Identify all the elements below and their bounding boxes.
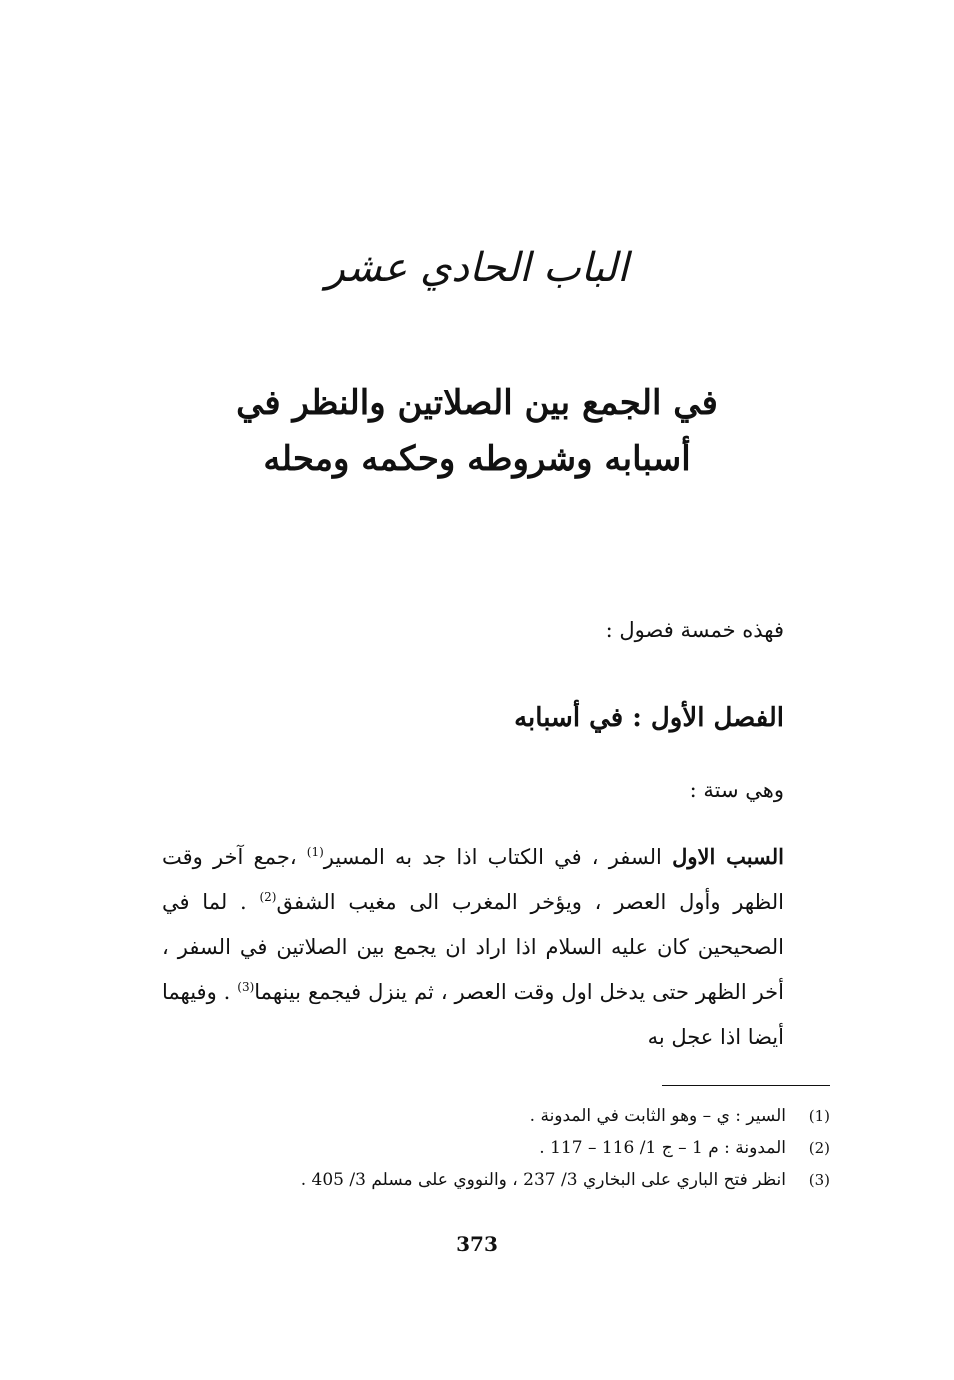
intro-line: فهذه خمسة فصول :	[605, 618, 784, 642]
footnote-number: (1)	[808, 1107, 830, 1125]
footnote	[130, 1164, 830, 1196]
footnotes	[130, 1100, 830, 1196]
paragraph-text-1: السفر ، في الكتاب اذا جد به المسير	[323, 845, 673, 869]
footnote-ref-2: (2)	[259, 890, 277, 904]
footnote-number: (2)	[808, 1139, 830, 1157]
footnote-ref-3: (3)	[237, 980, 255, 994]
footnote	[130, 1100, 830, 1132]
paragraph-text-3: . لما في الصحيحين كان عليه السلام اذا اراد ان يجمع بين الصلاتين في السفر ، أخر الظهر حتى يدخل اول وقت العصر ، ثم ينزل فيجمع بينهما	[162, 890, 784, 1004]
chapter-subtitle-line-1: في الجمع بين الصلاتين والنظر في	[236, 383, 718, 423]
footnote-text: انظر فتح الباري على البخاري 3/ 237 ، والنووي على مسلم 3/ 405 .	[300, 1170, 786, 1190]
paragraph-text-4: . وفيهما أيضا اذا عجل به	[162, 980, 784, 1049]
paragraph-lead: السبب الاول	[672, 844, 784, 869]
paragraph-text-2: ،جمع آخر وقت الظهر وأول العصر ، ويؤخر المغرب الى مغيب الشفق	[162, 845, 784, 914]
footnote-text: المدونة : م 1 – ج 1/ 116 – 117 .	[539, 1138, 786, 1158]
chapter-title: الباب الحادي عشر	[325, 245, 629, 291]
chapter-subtitle-line-2: أسبابه وشروطه وحكمه ومحله	[263, 439, 691, 479]
body-paragraph	[162, 834, 784, 1060]
footnote-divider	[662, 1085, 830, 1086]
page-number: 373	[456, 1232, 498, 1256]
footnote-ref-1: (1)	[306, 845, 324, 859]
footnote	[130, 1132, 830, 1164]
footnote-text: السير : ي – وهو الثابت في المدونة .	[529, 1106, 786, 1126]
count-line: وهي ستة :	[689, 778, 784, 802]
chapter-subtitle	[150, 375, 804, 487]
section-heading: الفصل الأول : في أسبابه	[514, 703, 784, 733]
footnote-number: (3)	[808, 1171, 830, 1189]
